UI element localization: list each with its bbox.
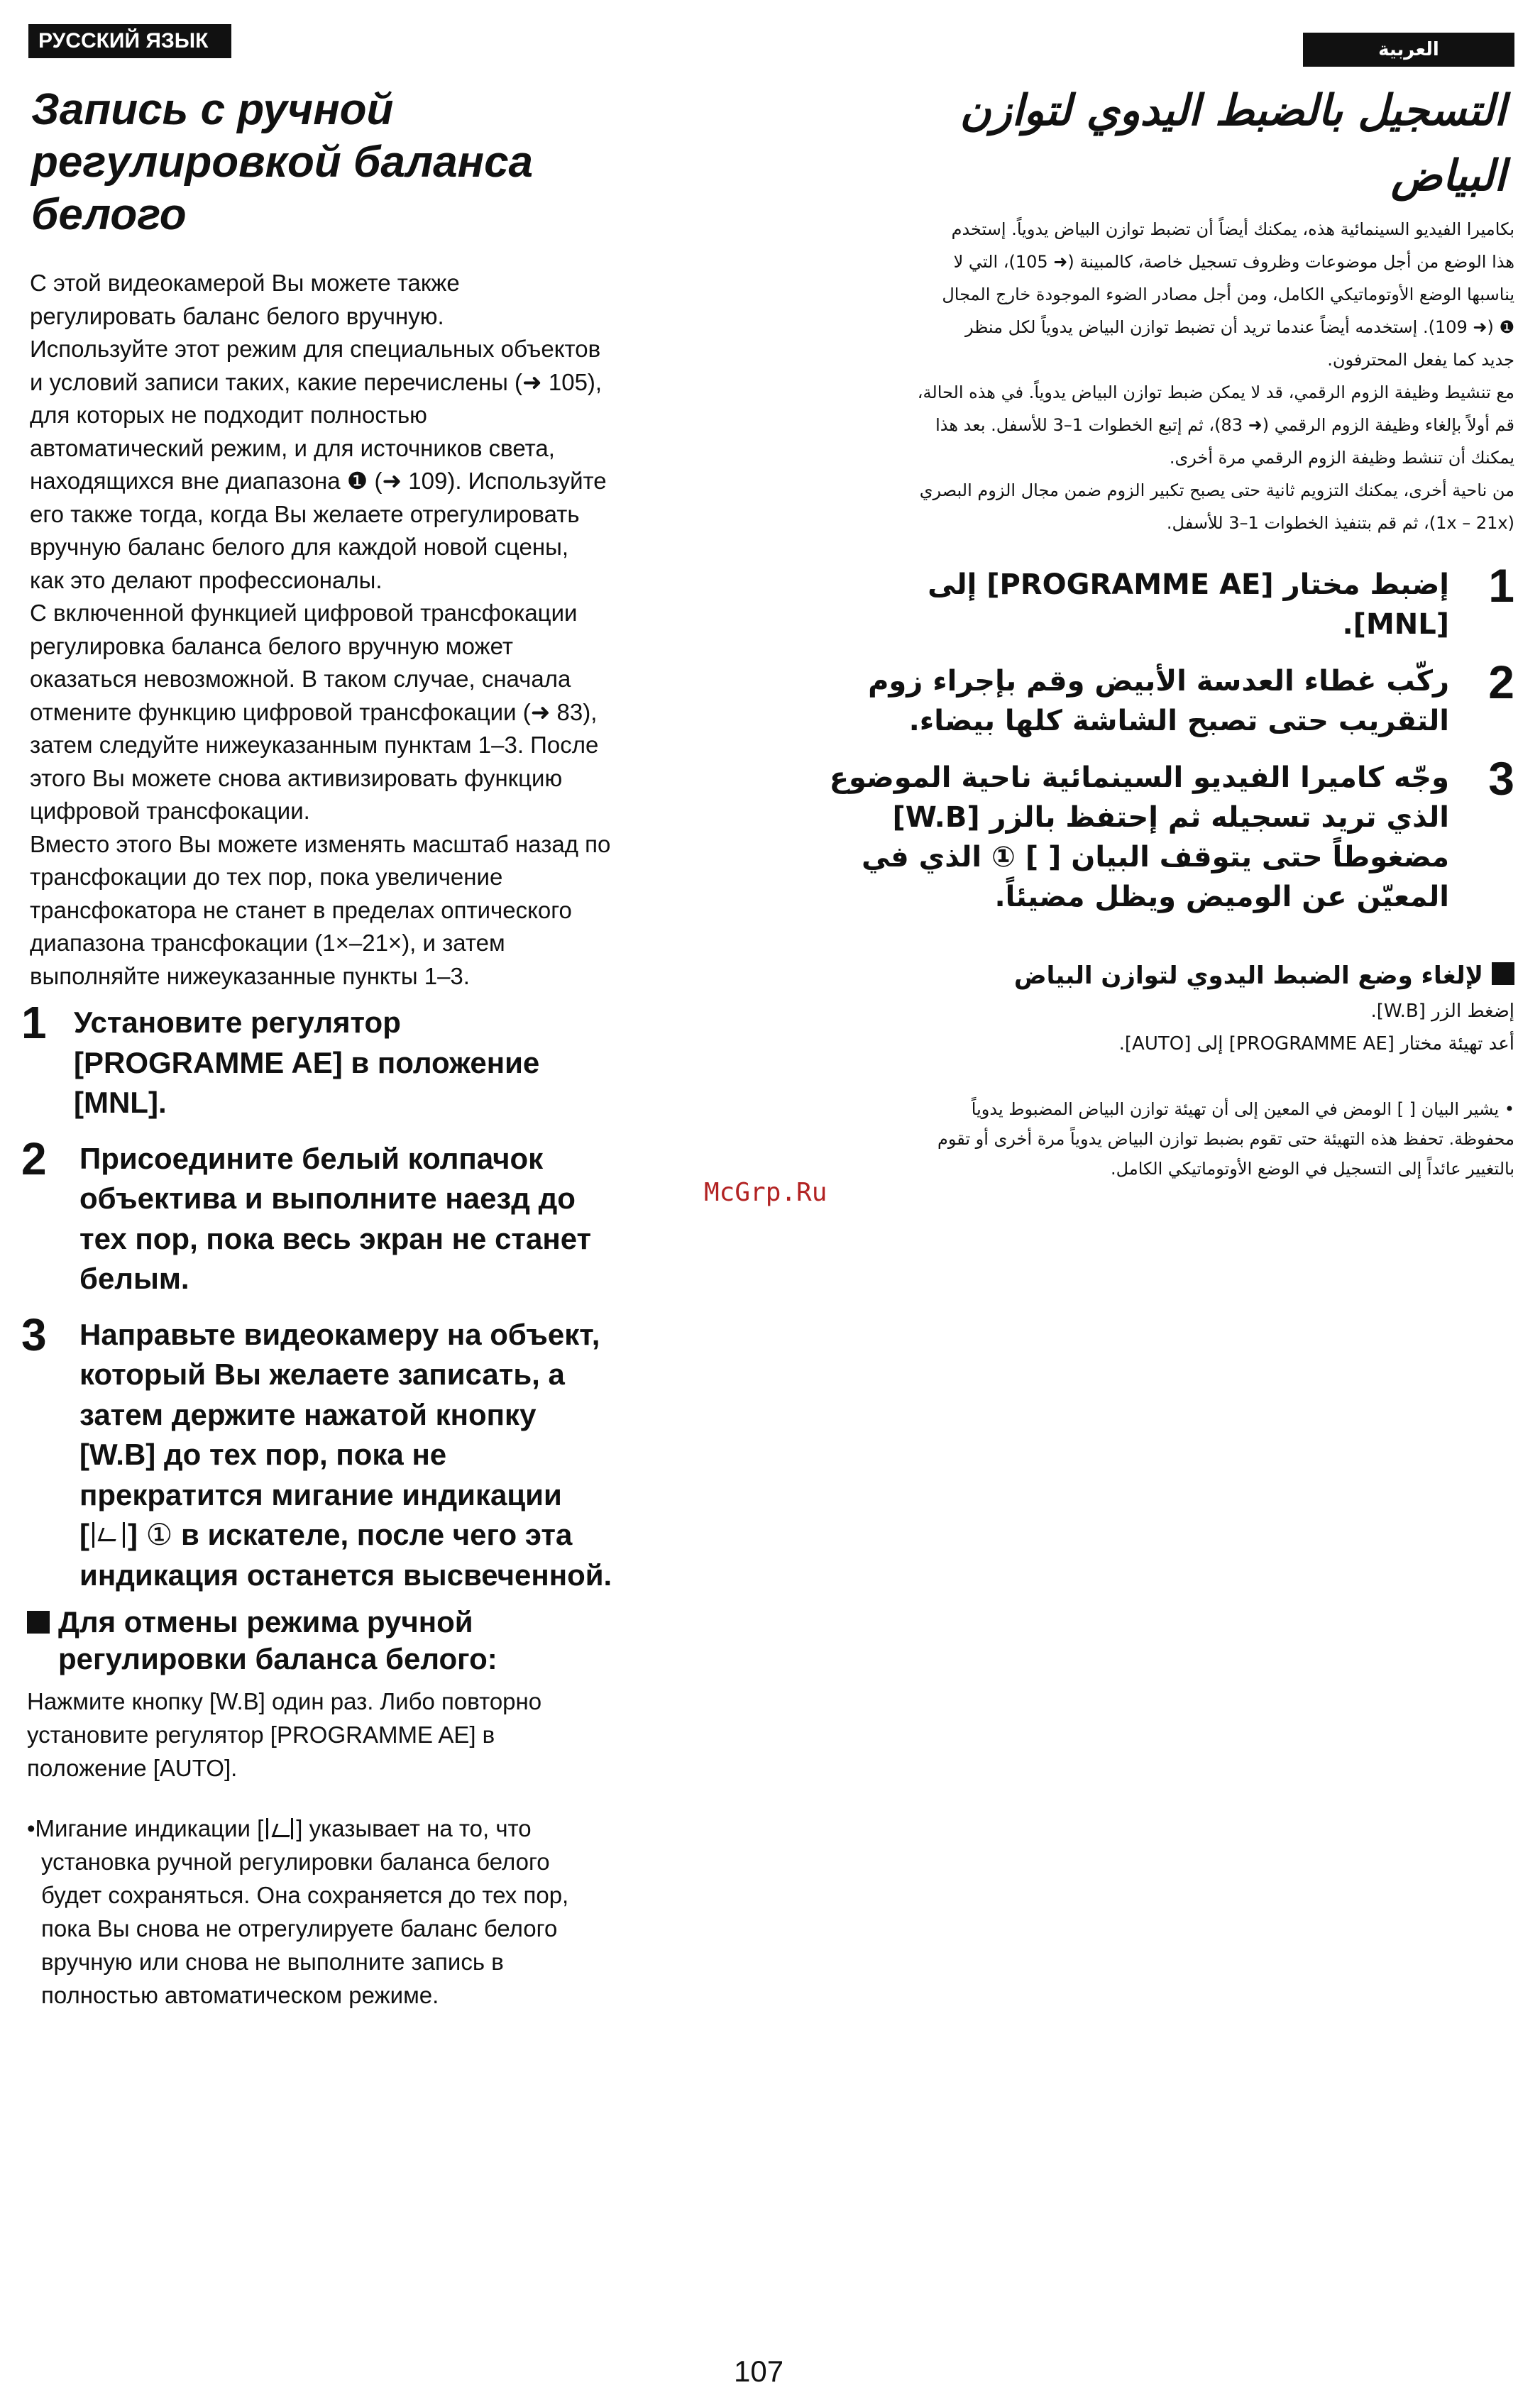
step-line: الذي تريد تسجيله ثم إحتفظ بالزر [W.B] bbox=[892, 801, 1449, 834]
step-line: белым. bbox=[79, 1262, 189, 1295]
language-tag-arabic: العربية bbox=[1303, 33, 1514, 67]
intro-line: من ناحية أخرى، يمكنك التزويم ثانية حتى يصبح تكبير الزوم ضمن مجال الزوم البصري bbox=[919, 480, 1514, 500]
note-line: ] указывает на то, что bbox=[296, 1815, 532, 1841]
square-bullet-icon bbox=[27, 1611, 50, 1634]
step-line: тех пор, пока весь экран не станет bbox=[79, 1221, 592, 1255]
note-line: пока Вы снова не отрегулируете баланс белого bbox=[41, 1915, 558, 1942]
note-line: بالتغيير عائداً إلى التسجيل في الوضع الأوتوماتيكي الكامل. bbox=[1111, 1159, 1514, 1179]
note-line-with-icon bbox=[27, 1812, 708, 1845]
body-line: Нажмите кнопку [W.B] один раз. Либо повторно bbox=[27, 1688, 542, 1714]
intro-line: ❶ (➜ 109). إستخدمه أيضاً عندما تريد أن تضبط توازن البياض يدوياً لكل منظر bbox=[965, 317, 1514, 337]
intro-line: вручную баланс белого для каждой новой сцены, bbox=[30, 534, 568, 560]
intro-line: его также тогда, когда Вы желаете отрегулировать bbox=[30, 500, 580, 527]
title-line: البياض bbox=[1391, 151, 1506, 201]
intro-line: автоматический режим, и для источников света, bbox=[30, 434, 555, 461]
step-line: [MNL]. bbox=[74, 1086, 167, 1119]
arabic-title bbox=[819, 78, 1506, 209]
step-line: [W.B] до тех пор, пока не bbox=[79, 1438, 447, 1471]
title-line: белого bbox=[31, 190, 187, 239]
watermark: McGrp.Ru bbox=[704, 1178, 827, 1207]
ar-step-2 bbox=[819, 656, 1514, 741]
step-line: Установите регулятор bbox=[74, 1006, 401, 1039]
arabic-intro bbox=[819, 213, 1514, 539]
step-line-with-icon bbox=[79, 1515, 708, 1555]
body-line: установите регулятор [PROGRAMME AE] в bbox=[27, 1722, 495, 1748]
step-text bbox=[79, 1139, 708, 1299]
step-line: [PROGRAMME AE] в положение bbox=[74, 1045, 540, 1079]
step-1 bbox=[21, 997, 708, 1123]
intro-line: регулировка баланса белого вручную может bbox=[30, 632, 514, 659]
step-text bbox=[74, 1003, 708, 1123]
note-line: установка ручной регулировки баланса белого bbox=[41, 1849, 550, 1875]
intro-line: قم أولاً بإلغاء وظيفة الزوم الرقمي (➜ 83)، ثم إتبع الخطوات 1–3 للأسفل. بعد هذا bbox=[935, 415, 1514, 435]
step-text bbox=[79, 1315, 708, 1596]
note-line: будет сохраняться. Она сохраняется до тех пор, bbox=[41, 1882, 569, 1908]
note-line: محفوظة. تحفظ هذه التهيئة حتى تقوم بضبط توازن البياض يدوياً مرة أخرى أو تقوم bbox=[937, 1129, 1514, 1149]
intro-line: для которых не подходит полностью bbox=[30, 402, 427, 428]
step-line: وجّه كاميرا الفيديو السينمائية ناحية الموضوع bbox=[829, 761, 1449, 794]
step-line: مضغوطاً حتى يتوقف البيان [ ] ① الذي في bbox=[862, 841, 1449, 874]
step-number: 1 bbox=[21, 997, 47, 1048]
intro-line: Используйте этот режим для специальных объектов bbox=[30, 336, 601, 362]
ar-note bbox=[819, 1094, 1514, 1184]
bracket: ] bbox=[128, 1518, 138, 1551]
arabic-column bbox=[819, 78, 1514, 1184]
note-line: вручную или снова не выполните запись в bbox=[41, 1949, 504, 1975]
step-line: прекратится мигание индикации bbox=[79, 1477, 562, 1511]
intro-line: هذا الوضع من أجل موضوعات وظروف تسجيل خاصة، كالمبينة (➜ 105)، التي لا bbox=[953, 252, 1514, 272]
intro-line: как это делают профессионалы. bbox=[30, 566, 383, 593]
ar-cancel-heading bbox=[819, 957, 1514, 995]
step-line-rest: в искателе, после чего эта bbox=[181, 1518, 573, 1551]
intro-line: جديد كما يفعل المحترفون. bbox=[1327, 350, 1514, 370]
intro-line: и условий записи таких, какие перечислены (➜ 105), bbox=[30, 368, 603, 395]
russian-title bbox=[31, 84, 708, 241]
note-line: полностью автоматическом режиме. bbox=[41, 1982, 439, 2008]
intro-line: Вместо этого Вы можете изменять масштаб назад по bbox=[30, 830, 611, 857]
ar-step-1 bbox=[819, 559, 1514, 644]
intro-line: يمكنك أن تنشط وظيفة الزوم الرقمي مرة أخرى. bbox=[1169, 448, 1514, 468]
intro-line: цифровой трансфокации. bbox=[30, 798, 310, 824]
step-line: ركّب غطاء العدسة الأبيض وقم بإجراء زوم bbox=[868, 665, 1449, 698]
note bbox=[27, 1812, 708, 2012]
step-line: который Вы желаете записать, а bbox=[79, 1358, 565, 1391]
step-number: 1 bbox=[1488, 559, 1514, 612]
intro-line: этого Вы можете снова активизировать функцию bbox=[30, 764, 563, 791]
page-number: 107 bbox=[734, 2355, 784, 2388]
white-balance-icon bbox=[92, 1522, 125, 1548]
step-line: إضبط مختار [PROGRAMME AE] إلى bbox=[928, 568, 1449, 601]
square-bullet-icon bbox=[1492, 962, 1514, 985]
step-line: [MNL]. bbox=[1342, 608, 1449, 641]
cancel-body bbox=[27, 1685, 708, 1785]
step-2 bbox=[21, 1133, 708, 1299]
step-number: 2 bbox=[21, 1133, 47, 1184]
russian-column bbox=[21, 77, 708, 2012]
callout-1-icon: ① bbox=[145, 1518, 173, 1551]
title-line: регулировкой баланса bbox=[31, 138, 534, 187]
intro-line: диапазона трансфокации (1×–21×), и затем bbox=[30, 930, 505, 956]
intro-line: С этой видеокамерой Вы можете также bbox=[30, 270, 460, 296]
intro-line: выполняйте нижеуказанные пункты 1–3. bbox=[30, 962, 470, 989]
body-line: положение [AUTO]. bbox=[27, 1755, 238, 1781]
intro-line: находящихся вне диапазона ❶ (➜ 109). Используйте bbox=[30, 468, 607, 494]
body-line: أعد تهيئة مختار [PROGRAMME AE] إلى [AUTO]. bbox=[1118, 1033, 1514, 1054]
white-balance-icon bbox=[266, 1818, 293, 1839]
body-line: إضغط الزر [W.B]. bbox=[1370, 1001, 1514, 1022]
step-line: التقريب حتى تصبح الشاشة كلها بيضاء. bbox=[908, 705, 1449, 737]
step-number: 2 bbox=[1488, 656, 1514, 708]
step-line: المعيّن عن الوميض ويظل مضيئاً. bbox=[994, 881, 1449, 913]
heading-line: регулировки баланса белого: bbox=[58, 1642, 497, 1675]
intro-line: отмените функцию цифровой трансфокации (➜ 83), bbox=[30, 698, 598, 725]
russian-intro bbox=[27, 267, 708, 993]
intro-line: С включенной функцией цифровой трансфокации bbox=[30, 600, 578, 626]
intro-line: трансфокатора не станет в пределах оптического bbox=[30, 896, 572, 923]
step-line: Присоедините белый колпачок bbox=[79, 1141, 544, 1175]
step-number: 3 bbox=[1488, 752, 1514, 805]
intro-line: (1x – 21x)، ثم قم بتنفيذ الخطوات 1–3 للأسفل. bbox=[1166, 513, 1514, 533]
intro-line: затем следуйте нижеуказанным пунктам 1–3. После bbox=[30, 732, 599, 758]
title-line: Запись с ручной bbox=[31, 85, 394, 134]
intro-line: يناسبها الوضع الأوتوماتيكي الكامل، ومن أجل مصادر الضوء الموجودة خارج المجال bbox=[942, 285, 1514, 304]
step-text bbox=[819, 758, 1449, 917]
heading-text: لإلغاء وضع الضبط اليدوي لتوازن البياض bbox=[1013, 962, 1483, 990]
intro-line: مع تنشيط وظيفة الزوم الرقمي، قد لا يمكن ضبط توازن البياض يدوياً. في هذه الحالة، bbox=[917, 382, 1514, 402]
note-line: • يشير البيان [ ] الومض في المعين إلى أن تهيئة توازن البياض المضبوط يدوياً bbox=[971, 1099, 1514, 1119]
ar-step-3 bbox=[819, 752, 1514, 917]
cancel-heading bbox=[27, 1604, 708, 1678]
title-line: التسجيل بالضبط اليدوي لتوازن bbox=[959, 86, 1506, 136]
intro-line: بكاميرا الفيديو السينمائية هذه، يمكنك أيضاً أن تضبط توازن البياض يدوياً. إستخدم bbox=[951, 219, 1514, 239]
intro-line: регулировать баланс белого вручную. bbox=[30, 302, 444, 329]
step-line: индикация останется высвеченной. bbox=[79, 1558, 612, 1592]
step-line: затем держите нажатой кнопку bbox=[79, 1397, 537, 1431]
note-line: •Мигание индикации [ bbox=[27, 1815, 264, 1841]
intro-line: оказаться невозможной. В таком случае, сначала bbox=[30, 666, 571, 692]
language-tag-russian: РУССКИЙ ЯЗЫК bbox=[28, 24, 231, 58]
step-text bbox=[819, 565, 1449, 644]
ar-cancel-body bbox=[819, 995, 1514, 1060]
step-text bbox=[819, 661, 1449, 741]
intro-line: трансфокации до тех пор, пока увеличение bbox=[30, 864, 503, 890]
step-3 bbox=[21, 1309, 708, 1596]
step-line: объектива и выполните наезд до bbox=[79, 1182, 576, 1215]
bracket: [ bbox=[79, 1518, 89, 1551]
step-line: Направьте видеокамеру на объект, bbox=[79, 1317, 600, 1351]
heading-line: Для отмены режима ручной bbox=[58, 1605, 473, 1639]
step-number: 3 bbox=[21, 1309, 47, 1360]
